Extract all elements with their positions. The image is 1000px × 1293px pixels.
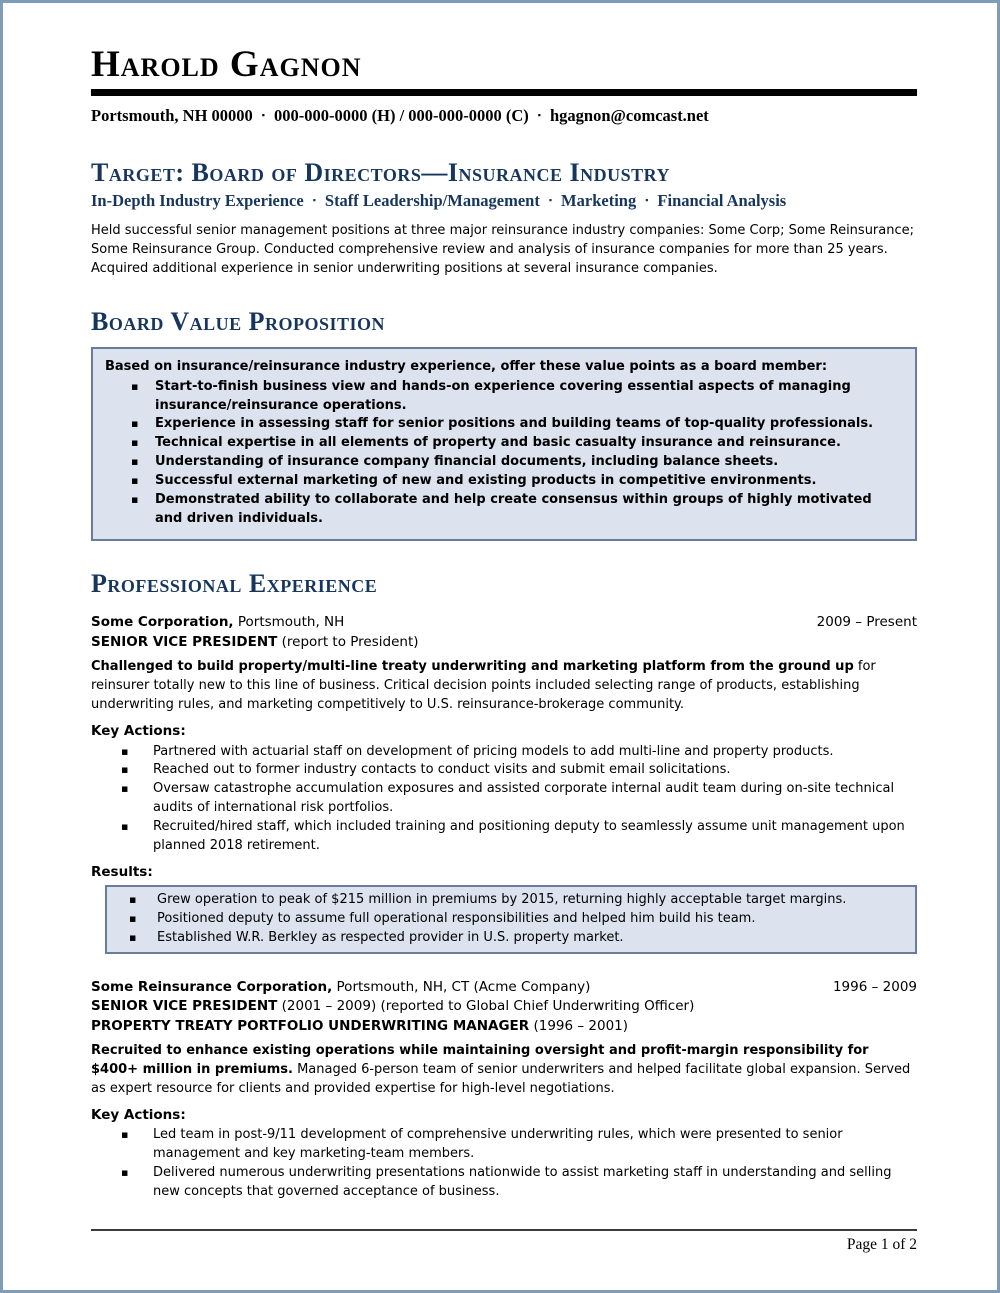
value-bullet: ▪ Successful external marketing of new and existing products in competitive environments. [105, 472, 899, 491]
key-action-item: ▪ Recruited/hired staff, which included training and positioning deputy to seamlessly assume unit management upon planned 2018 retirement. [91, 818, 917, 856]
value-proposition-list [105, 378, 899, 529]
job-intro-rest: for reinsurer totally new to this line of business. Critical decision points included selecting range of products, establishing underwriting rules, and marketing competitively to U.S. reinsurance-brokerage community. [91, 659, 876, 713]
value-bullet: ▪ Understanding of insurance company financial documents, including balance sheets. [105, 453, 899, 472]
key-actions-list [91, 743, 917, 856]
value-proposition-box [91, 347, 917, 542]
result-item: ▪ Established W.R. Berkley as respected provider in U.S. property market. [117, 929, 905, 948]
value-proposition-intro: Based on insurance/reinsurance industry experience, offer these value points as a board member: [105, 358, 828, 374]
key-action-item: ▪ Reached out to former industry contacts to conduct visits and submit email solicitations. [91, 761, 917, 780]
experience-section [91, 569, 917, 1201]
result-item: ▪ Grew operation to peak of $215 million in premiums by 2015, returning highly acceptable target margins. [117, 891, 905, 910]
key-actions-label: Key Actions: [91, 1106, 186, 1123]
value-bullet: ▪ Start-to-finish business view and hands-on experience covering essential aspects of managing insurance/reinsurance operations. [105, 378, 899, 416]
skills-line [91, 189, 917, 213]
square-separator-icon: ▪ [537, 109, 541, 120]
contact-email: hgagnon@comcast.net [550, 105, 709, 125]
value-bullet: ▪ Technical expertise in all elements of property and basic casualty insurance and reinsurance. [105, 434, 899, 453]
company-name: Some Reinsurance Corporation, [91, 978, 333, 995]
key-action-item: ▪ Delivered numerous underwriting presentations nationwide to assist marketing staff in understanding and selling new concepts that governed acceptance of business. [91, 1164, 917, 1202]
page-number: Page 1 of 2 [846, 1235, 917, 1253]
job-title-line [91, 1017, 917, 1037]
job-company [91, 613, 344, 633]
experience-heading: Professional Experience [91, 569, 378, 599]
value-proposition-section [91, 307, 917, 541]
job-company-line [91, 613, 917, 633]
key-actions-label: Key Actions: [91, 722, 186, 739]
target-heading: Target: Board of Directors—Insurance Industry [91, 157, 670, 187]
job-dates: 2009 – Present [816, 614, 917, 631]
results-list [117, 891, 905, 948]
job-dates: 1996 – 2009 [832, 978, 917, 995]
job-title: SENIOR VICE PRESIDENT [91, 998, 278, 1015]
result-item: ▪ Positioned deputy to assume full operational responsibilities and helped him build his team. [117, 910, 905, 929]
job-company [91, 978, 590, 998]
skill-item: Financial Analysis [657, 190, 787, 210]
page-footer [91, 1229, 917, 1256]
job-title-note: (1996 – 2001) [529, 1017, 629, 1034]
job-entry [91, 613, 917, 953]
key-actions-list [91, 1126, 917, 1201]
value-bullet: ▪ Experience in assessing staff for senior positions and building teams of top-quality professionals. [105, 415, 899, 434]
company-name: Some Corporation, [91, 614, 234, 631]
square-separator-icon: ▪ [312, 194, 316, 205]
target-section [91, 158, 917, 279]
contact-phones: 000-000-0000 (H) / 000-000-0000 (C) [274, 105, 529, 125]
results-label: Results: [91, 863, 153, 880]
company-location: Portsmouth, NH, CT (Acme Company) [332, 978, 591, 995]
job-title: PROPERTY TREATY PORTFOLIO UNDERWRITING MANAGER [91, 1017, 530, 1034]
square-separator-icon: ▪ [261, 109, 265, 120]
key-action-item: ▪ Oversaw catastrophe accumulation exposures and assisted corporate internal audit team during on-site technical audits of international risk portfolios. [91, 780, 917, 818]
company-location: Portsmouth, NH [233, 614, 345, 631]
skill-item: Marketing [561, 190, 637, 210]
target-summary: Held successful senior management positions at three major reinsurance industry companies: Some Corp; Some Reinsurance; Some Reinsurance Group. Conducted comprehensive review and analysis of insurance companies for more than 25 years. Acquired additional experience in senior underwriting positions at several insurance companies. [91, 223, 915, 277]
value-proposition-heading: Board Value Proposition [91, 306, 386, 336]
job-title-note: (2001 – 2009) (reported to Global Chief Underwriting Officer) [277, 998, 695, 1015]
skill-item: In-Depth Industry Experience [91, 190, 304, 210]
key-action-item: ▪ Partnered with actuarial staff on development of pricing models to add multi-line and property products. [91, 743, 917, 762]
contact-line [91, 104, 917, 128]
key-action-item: ▪ Led team in post-9/11 development of comprehensive underwriting rules, which were presented to senior management and key marketing-team members. [91, 1126, 917, 1164]
job-intro-rest: Managed 6-person team of senior underwriters and helped facilitate global expansion. Served as expert resource for clients and provided expertise for high-level negotiations. [91, 1062, 911, 1097]
person-name: Harold Gagnon [91, 44, 362, 85]
job-intro [91, 658, 917, 715]
square-separator-icon: ▪ [645, 194, 649, 205]
job-title-line [91, 633, 917, 653]
job-company-line [91, 978, 917, 998]
header [91, 45, 917, 128]
job-entry [91, 978, 917, 1202]
name-underline-rule [91, 89, 917, 96]
job-intro-lead: Challenged to build property/multi-line treaty underwriting and marketing platform from the ground up [91, 659, 854, 675]
job-intro [91, 1042, 917, 1099]
square-separator-icon: ▪ [548, 194, 553, 205]
job-intro-lead: Recruited to enhance existing operations while maintaining oversight and profit-margin responsibility for $400+ million in premiums. [91, 1043, 869, 1078]
contact-location: Portsmouth, NH 00000 [91, 105, 253, 125]
skill-item: Staff Leadership/Management [324, 190, 540, 210]
job-title: SENIOR VICE PRESIDENT [91, 633, 278, 650]
job-title-line [91, 997, 917, 1017]
job-title-note: (report to President) [277, 633, 419, 650]
value-bullet: ▪ Demonstrated ability to collaborate and help create consensus within groups of highly motivated and driven individuals. [105, 491, 899, 529]
results-box [105, 885, 917, 954]
